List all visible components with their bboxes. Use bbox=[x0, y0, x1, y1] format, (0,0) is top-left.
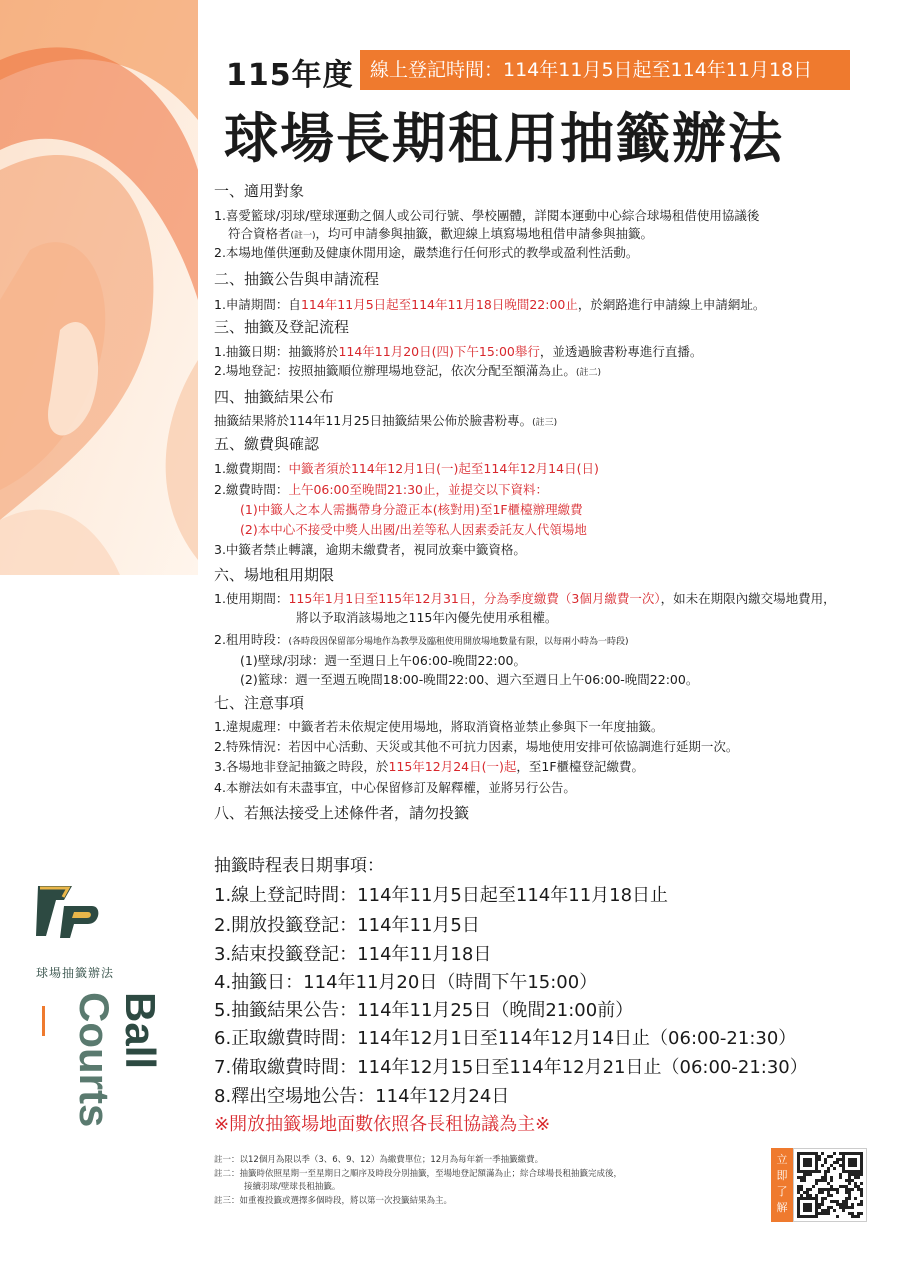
schedule-notice: ※開放抽籤場地面數依照各長租協議為主※ bbox=[214, 1114, 551, 1135]
section-1-line-1: 1.喜愛籃球/羽球/壁球運動之個人或公司行號、學校團體，詳閱本運動中心綜合球場租借使用協議後 bbox=[214, 208, 760, 223]
schedule-item: 7.備取繳費時間：114年12月15日至114年12月21日止（06:00-21:30） bbox=[214, 1057, 808, 1078]
year-label: 115年度 bbox=[226, 58, 354, 93]
section-3-line-2: 2.場地登記：按照抽籤順位辦理場地登記，依次分配至額滿為止。(註二) bbox=[214, 363, 601, 378]
footnote-3: 註三：如重複投籤或選擇多個時段，將以第一次投籤結果為主。 bbox=[214, 1196, 453, 1206]
section-8-heading: 八、若無法接受上述條件者，請勿投籤 bbox=[214, 804, 470, 822]
section-1-line-3: 2.本場地僅供運動及健康休閒用途，嚴禁進行任何形式的教學或盈利性活動。 bbox=[214, 245, 639, 260]
section-4-line-1: 抽籤結果將於114年11月25日抽籤結果公佈於臉書粉專。(註三) bbox=[214, 413, 558, 428]
section-7-line-1: 1.違規處理：中籤者若未依規定使用場地，將取消資格並禁止參與下一年度抽籤。 bbox=[214, 719, 664, 734]
brand-caption: 球場抽籤辦法 bbox=[36, 966, 115, 980]
schedule-item: 2.開放投籤登記：114年11月5日 bbox=[214, 915, 480, 936]
section-4-heading: 四、抽籤結果公布 bbox=[214, 388, 335, 406]
section-7-heading: 七、注意事項 bbox=[214, 694, 305, 712]
schedule-item: 8.釋出空場地公告：114年12月24日 bbox=[214, 1086, 510, 1107]
schedule-item: 6.正取繳費時間：114年12月1日至114年12月14日止（06:00-21:30） bbox=[214, 1028, 797, 1049]
section-6-line-4: (1)壁球/羽球：週一至週日上午06:00-晚間22:00。 bbox=[240, 653, 526, 668]
decorative-swirl-art bbox=[0, 0, 198, 575]
section-6-line-3: 2.租用時段：(各時段因保留部分場地作為教學及臨租使用開放場地數量有限，以每兩小時為一時段) bbox=[214, 632, 629, 647]
section-5-heading: 五、繳費與確認 bbox=[214, 435, 320, 453]
schedule-heading: 抽籤時程表日期事項： bbox=[214, 856, 384, 876]
brand-word-courts: Courts bbox=[71, 992, 118, 1128]
registration-period-banner: 線上登記時間：114年11月5日起至114年11月18日 bbox=[360, 50, 850, 90]
section-5-line-4: (2)本中心不接受中獎人出國/出差等私人因素委託友人代領場地 bbox=[240, 522, 587, 537]
section-6-line-2: 將以予取消該場地之115年內優先使用承租權。 bbox=[296, 610, 558, 625]
qr-label: 立 即 了 解 bbox=[771, 1148, 793, 1222]
schedule-item: 1.線上登記時間：114年11月5日起至114年11月18日止 bbox=[214, 885, 669, 906]
footnote-2: 註二：抽籤時依照星期一至星期日之順序及時段分別抽籤，至場地登記額滿為止；綜合球場長租抽籤完成後， bbox=[214, 1169, 623, 1179]
section-3-heading: 三、抽籤及登記流程 bbox=[214, 318, 350, 336]
section-5-line-5: 3.中籤者禁止轉讓，逾期未繳費者，視同放棄中籤資格。 bbox=[214, 542, 526, 557]
logo-icon bbox=[34, 880, 104, 942]
section-2-line-1: 1.申請期間：自114年11月5日起至114年11月18日晚間22:00止，於網路進行申請線上申請網址。 bbox=[214, 297, 766, 312]
footnote-1: 註一：以12個月為限以季（3、6、9、12）為繳費單位；12月為每年新一季抽籤繳費。 bbox=[214, 1155, 544, 1165]
section-5-line-2: 2.繳費時間：上午06:00至晚間21:30止，並提交以下資料： bbox=[214, 482, 548, 497]
section-5-line-3: (1)中籤人之本人需攜帶身分證正本(核對用)至1F櫃檯辦理繳費 bbox=[240, 502, 583, 517]
section-5-line-1: 1.繳費期間：中籤者須於114年12月1日(一)起至114年12月14日(日) bbox=[214, 461, 599, 476]
schedule-item: 3.結束投籤登記：114年11月18日 bbox=[214, 944, 492, 965]
section-1-heading: 一、適用對象 bbox=[214, 182, 305, 200]
brand-word-ball: Ball bbox=[117, 992, 164, 1070]
qr-code[interactable] bbox=[793, 1148, 867, 1222]
section-6-heading: 六、場地租用期限 bbox=[214, 566, 335, 584]
schedule-item: 5.抽籤結果公告：114年11月25日（晚間21:00前） bbox=[214, 1000, 634, 1021]
schedule-item: 4.抽籤日：114年11月20日（時間下午15:00） bbox=[214, 972, 598, 993]
section-7-line-2: 2.特殊情況：若因中心活動、天災或其他不可抗力因素，場地使用安排可依協調進行延期一次。 bbox=[214, 739, 739, 754]
section-6-line-1: 1.使用期間：115年1月1日至115年12月31日，分為季度繳費（3個月繳費一次），如未在期限內繳交場地費用， bbox=[214, 591, 836, 606]
footnote-2-continued: 接續羽球/壁球長租抽籤。 bbox=[244, 1182, 341, 1192]
accent-bar bbox=[42, 1006, 45, 1036]
section-7-line-3: 3.各場地非登記抽籤之時段，於115年12月24日(一)起，至1F櫃檯登記繳費。 bbox=[214, 759, 645, 774]
section-1-line-2: 符合資格者(註一)，均可申請參與抽籤，歡迎線上填寫場地租借申請參與抽籤。 bbox=[228, 226, 654, 241]
section-6-line-5: (2)籃球：週一至週五晚間18:00-晚間22:00、週六至週日上午06:00-晚間22:00。 bbox=[240, 672, 699, 687]
page-title: 球場長期租用抽籤辦法 bbox=[224, 107, 784, 170]
brand-block bbox=[28, 880, 178, 1160]
section-2-heading: 二、抽籤公告與申請流程 bbox=[214, 270, 380, 288]
section-3-line-1: 1.抽籤日期：抽籤將於114年11月20日(四)下午15:00舉行，並透過臉書粉專進行直播。 bbox=[214, 344, 703, 359]
brand-vertical-wordmark bbox=[42, 992, 164, 1252]
section-7-line-4: 4.本辦法如有未盡事宜，中心保留修訂及解釋權，並將另行公告。 bbox=[214, 780, 576, 795]
